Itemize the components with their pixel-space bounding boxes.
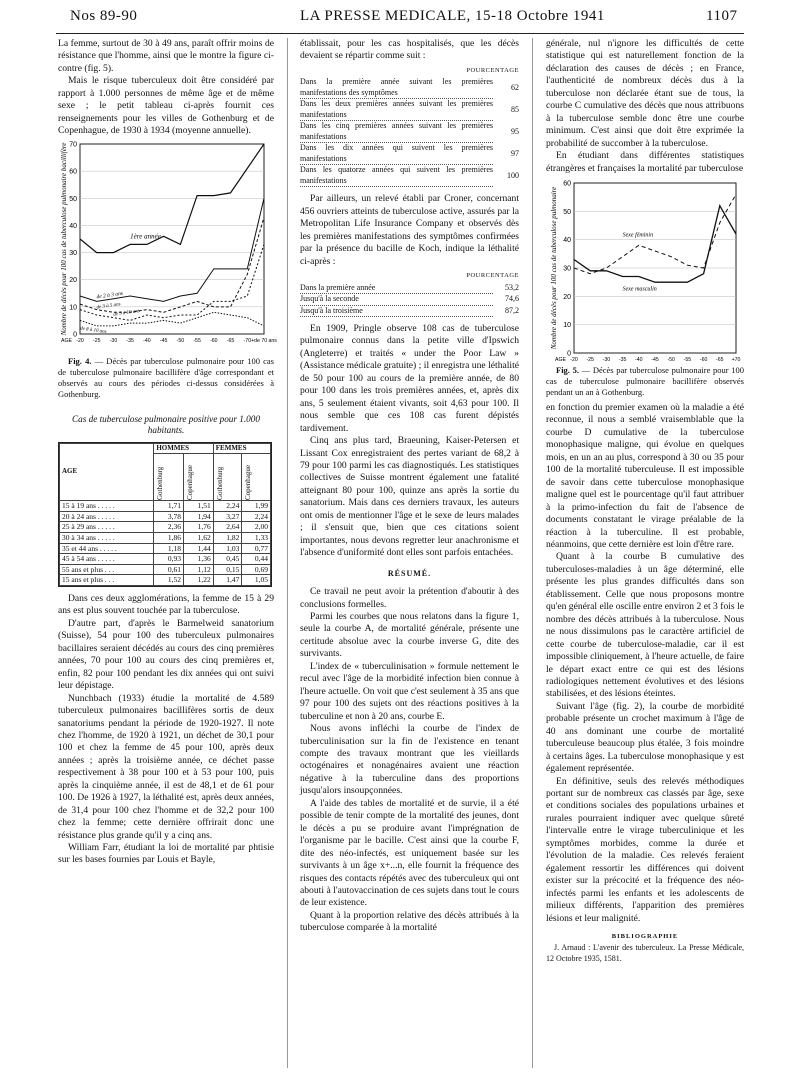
figure-4-caption: Fig. 4. — Décès par tuberculose pulmonaire pour 100 cas de tuberculose pulmonaire bacillifère d'âge correspondant et observés au cours des périodes ci-dessus considérées à Gothenburg.: [58, 355, 274, 399]
table-row: [60, 543, 271, 554]
paragraph: D'autre part, d'après le Barmelweid sanatorium (Suisse), 54 pour 100 des tuberculeux pulmonaires bacillaires seraient décédés au cours des cinq premières années, 70 pour 100 au cours des cinq premières et, enfin, 82 pour 100 pendant les dix années qui ont suivi leur dépistage.: [58, 617, 274, 692]
value-cell: 1,76: [184, 522, 214, 533]
age-cell: 25 à 29 ans . . . . .: [60, 522, 154, 533]
paragraph: Quant à la proportion relative des décès attribués à la tuberculose comparée à la mortalité: [300, 909, 519, 934]
value-cell: 0,15: [213, 564, 242, 575]
table-subheader: Copenhague: [244, 465, 253, 501]
x-tick-label: -70: [243, 337, 252, 344]
table-row: [60, 533, 271, 544]
figure-5-chart: [546, 175, 744, 365]
x-tick-label: -45: [159, 337, 168, 344]
x-tick-label: -20: [76, 337, 84, 344]
y-tick-label: 70: [69, 141, 77, 149]
paragraph: A l'aide des tables de mortalité et de survie, il a été possible de tenir compte de la mortalité des jeunes, dont le décès a pu se produire avant l'imprégnation de l'organisme par le bacille. C'est ainsi que la courbe F, dite des néo-infectés, est uniquement basée sur les survivants à un âge x+...n, elle fournit la fréquence des risques des contacts répétés avec des tuberculeux qui ont abouti à l'autovaccination de ces sujets dans tout le cours de leur existence.: [300, 797, 519, 909]
x-tick-label: -60: [699, 356, 708, 363]
row-label: Jusqu'à la seconde: [300, 294, 493, 306]
value-cell: 1,62: [184, 533, 214, 544]
value-cell: 2,24: [242, 511, 271, 522]
x-tick-label: -35: [126, 337, 134, 344]
row-label: Dans la première année: [300, 283, 493, 294]
value-cell: 0,69: [242, 564, 271, 575]
paragraph: Ce travail ne peut avoir la prétention d'aboutir à des conclusions formelles.: [300, 586, 519, 610]
section-title-resume: RÉSUMÉ.: [387, 568, 432, 578]
table-title: Cas de tuberculose pulmonaire positive pour 1.000 habitants.: [72, 413, 260, 435]
percent-header: POURCENTAGE: [466, 66, 519, 74]
paragraph: Quant à la courbe B cumulative des tuberculoses-maladies à un âge déterminé, elle présente les plus grandes difficultés dans son établissement. Celle que nous proposons montre qu'en général elle oscille entre environ 2 et 3 fois le nombre des décès attribués à la tuberculose. Nous ne nous dissimulons pas le caractère artificiel de cette courbe de tuberculose-maladie, car il est impossible cliniquement, à l'heure actuelle, de faire le départ exact entre ce qui est des lésions radiologiques nettement évolutives et des lésions stabilisées, et des lésions éteintes.: [546, 551, 744, 700]
x-axis-label: AGE: [555, 356, 566, 363]
y-tick-label: 60: [69, 168, 77, 176]
x-tick-label: -50: [176, 337, 185, 344]
row-label: Dans les dix années qui suivent les premières manifestations: [300, 143, 493, 163]
value-cell: 1,22: [184, 575, 214, 586]
issue-number: Nos 89-90: [70, 8, 138, 24]
value-cell: 2,00: [242, 522, 271, 533]
value-cell: 1,18: [154, 543, 184, 554]
column-1: [58, 38, 277, 867]
y-tick-label: 60: [563, 180, 571, 188]
table-row: [60, 564, 271, 575]
value-cell: 0,93: [154, 554, 184, 565]
y-tick-label: 0: [567, 350, 571, 358]
journal-title: LA PRESSE MEDICALE, 15-18 Octobre 1941: [300, 8, 605, 24]
table-row: [300, 99, 519, 121]
paragraph: William Farr, étudiant la loi de mortalité par phtisie sur les bases fournies par Louis et Bayle,: [58, 842, 274, 866]
table-header-hommes: HOMMES: [154, 443, 213, 454]
x-tick-label: -55: [193, 337, 201, 344]
value-cell: 1,12: [184, 564, 214, 575]
table-subheader: Copenhague: [186, 465, 195, 501]
table-header-femmes: FEMMES: [213, 443, 270, 454]
x-tick-label: +de 70 ans: [251, 337, 277, 344]
paragraph: Dans ces deux agglomérations, la femme de 15 à 29 ans est plus souvent touchée par la tuberculose.: [58, 592, 274, 617]
value-cell: 2,64: [213, 522, 242, 533]
series-label: de 2 à 3 ans: [96, 290, 124, 301]
value-cell: 1,94: [184, 511, 214, 522]
figure-4-chart: [58, 138, 277, 356]
series-label: 1ère année: [130, 232, 161, 241]
table-header-age: AGE: [60, 443, 154, 501]
paragraph: établissait, pour les cas hospitalisés, que les décès devaient se répartir comme suit :: [300, 38, 519, 62]
row-label: Dans les deux premières années suivant les premières manifestations: [300, 99, 493, 119]
value-cell: 1,36: [184, 554, 214, 565]
y-tick-label: 20: [563, 293, 571, 301]
series-line: [574, 194, 736, 273]
row-label: Jusqu'à la troisième: [300, 305, 493, 317]
value-cell: 3,78: [154, 511, 184, 522]
x-tick-label: -65: [716, 356, 724, 363]
value-cell: 0,45: [213, 554, 242, 565]
x-tick-label: -50: [667, 356, 675, 363]
series-line: [80, 198, 264, 301]
x-tick-label: -30: [602, 356, 611, 363]
value-cell: 3,27: [213, 511, 242, 522]
paragraph: La femme, surtout de 30 à 49 ans, paraît offrir moins de résistance que l'homme, ainsi que le montre la figure ci-contre (fig. 5).: [58, 38, 274, 74]
age-cell: 20 à 24 ans . . . . .: [60, 511, 154, 522]
table-row: [60, 575, 271, 586]
row-value: 97: [511, 148, 519, 158]
series-label: de 8 à 10 ans: [79, 326, 107, 335]
x-tick-label: -35: [618, 356, 627, 363]
paragraph: en fonction du premier examen où la maladie a été reconnue, il nous a semblé vraisemblable que la courbe D cumulative de la tuberculose monophasique maligne, qui évolue en quelques mois, en un an au plus, correspond à 30 ou 35 pour 100 de la mortalité tuberculeuse. Il est impossible de savoir dans cette tuberculose monophasique maligne quel est le pourcentage qu'il faut attribuer à la primo-infection du fait de l'absence de documents constatant le virage préalable de la réaction à la tuberculine. Il est probable, néanmoins, que cette dernière est loin d'être rare.: [546, 401, 744, 550]
paragraph: Parmi les courbes que nous relatons dans la figure 1, seule la courbe A, de mortalité générale, présente une certitude absolue avec la courbe inverse G, dite des survivants.: [300, 611, 519, 660]
y-tick-label: 50: [69, 195, 77, 203]
age-cell: 55 ans et plus . . .: [60, 564, 154, 575]
cases-table: [58, 442, 272, 587]
row-value: 95: [511, 126, 519, 136]
y-axis-label: Nombre de décès pour 100 cas de tuberculose pulmonaire bacillifère: [60, 142, 68, 336]
value-cell: 1,47: [213, 575, 242, 586]
y-axis-label: Nombre de décès pour 100 cas de tuberculose pulmonaire: [550, 186, 558, 350]
value-cell: 1,05: [242, 575, 271, 586]
y-tick-label: 20: [69, 276, 77, 284]
row-value: 53,2: [505, 282, 519, 292]
x-tick-label: -45: [651, 356, 659, 363]
value-cell: 0,61: [154, 564, 184, 575]
series-label: de 5 à 10 ans: [113, 308, 141, 318]
row-value: 62: [511, 82, 519, 92]
table-row: [300, 77, 519, 99]
y-tick-label: 40: [563, 237, 571, 245]
row-label: Dans les cinq premières années suivant les premières manifestations: [300, 121, 493, 141]
value-cell: 1,82: [213, 533, 242, 544]
table-row: [300, 143, 519, 165]
series-label: Sexe féminin: [622, 232, 654, 239]
y-tick-label: 40: [69, 222, 77, 230]
y-tick-label: 10: [69, 303, 77, 311]
x-tick-label: -55: [683, 356, 692, 363]
value-cell: 1,71: [154, 501, 184, 512]
value-cell: 1,52: [154, 575, 184, 586]
column-divider-1: [287, 38, 288, 1068]
x-tick-label: -40: [635, 356, 643, 363]
paragraph: Suivant l'âge (fig. 2), la courbe de morbidité probable présente un crochet maximum à l'âge de 40 ans dominant une courbe de mortalité tuberculeuse beaucoup plus étalée, 3 fois moindre à certains âges. La tuberculose monophasique y est également représentée.: [546, 700, 744, 775]
bibliography-entry: J. Arnaud : L'avenir des tuberculeux. La Presse Médicale, 12 Octobre 1935, 1581.: [546, 943, 744, 963]
percent-header: POURCENTAGE: [466, 272, 519, 280]
table-row: [60, 511, 271, 522]
x-tick-label: -25: [586, 356, 594, 363]
row-value: 74,6: [505, 294, 519, 304]
series-label: de 3 à 5 ans: [96, 301, 121, 311]
table-row: [60, 522, 271, 533]
y-tick-label: 10: [563, 322, 571, 330]
age-cell: 30 à 34 ans . . . . .: [60, 533, 154, 544]
series-label: Sexe masculin: [622, 286, 657, 293]
row-value: 85: [511, 104, 519, 114]
row-value: 87,2: [505, 305, 519, 315]
paragraph: Nunchbach (1933) étudie la mortalité de 4.589 tuberculeux pulmonaires bacillifères sortis de deux sanatoriums pendant la période de 1920-1927. Il note chez l'homme, de 1920 à 1921, un déchet de 30,1 pour 100 et chez la femme de 45 pour 100, après deux années ; après la troisième année, ce déchet passe respectivement à 38 pour 100 et à 53 pour 100, puis après la cinquième année, il est de 48,1 et de 61 pour 100. De 1926 à 1927, la léthalité est, après deux années, de 31,4 pour 100 chez l'homme et de 32,2 pour 100 chez la femme; cette dernière offrirait donc une résistance plus grande qu'il y a cinq ans.: [58, 692, 274, 841]
value-cell: 2,36: [154, 522, 184, 533]
bibliography-title: BIBLIOGRAPHIE: [611, 933, 679, 941]
value-cell: 0,44: [242, 554, 271, 565]
column-3: [546, 38, 744, 964]
page-header: [0, 8, 800, 30]
table-row: [300, 165, 519, 187]
value-cell: 1,03: [213, 543, 242, 554]
column-divider-2: [532, 38, 533, 1068]
page-number: 1107: [706, 8, 738, 24]
table-subheader: Gothenburg: [215, 466, 224, 501]
table-row: [300, 305, 519, 317]
paragraph: En étudiant dans différentes statistiques étrangères et françaises la mortalité par tuberculose: [546, 150, 744, 174]
value-cell: 1,99: [242, 501, 271, 512]
value-cell: 1,86: [154, 533, 184, 544]
value-cell: 1,51: [184, 501, 214, 512]
series-line: [80, 312, 264, 326]
paragraph: En 1909, Pringle observe 108 cas de tuberculose pulmonaire connus dans la petite ville d'Ipswich (Angleterre) et traités « under the Poor Law » (Assistance médicale gratuite) ; il enregistra une léthalité de 50 pour 100 au cours de la première année, de 80 pour 100 dans les trois premières années, et, après dix ans, 5 seulement étaient vivants, soit 4,63 pour 100. Il nous semble que ces 108 cas furent dépistés tardivement.: [300, 323, 519, 434]
paragraph: Cinq ans plus tard, Braeuning, Kaiser-Petersen et Lissant Cox enregistraient des pertes variant de 68,2 à 79 pour 100 parmi les cas diagnostiqués. Les statistiques collectives de Suisse montrent également une fatalité atteignant 80 pour 100, quinze ans après la sortie du sanatorium. Mais dans ces derniers travaux, les auteurs ont omis de mentionner l'âge et le sexe de leurs malades ; il s'ensuit que, bien que ces citations soient importantes, nous devons regretter leur anachronisme et l'absence d'uniformité dont elles sont parfois entachées.: [300, 435, 519, 559]
y-tick-label: 50: [563, 208, 571, 216]
figure-5-caption: Fig. 5. — Décès par tuberculose pulmonaire pour 100 cas de tuberculose pulmonaire bacillifère observés pendant un an à Gothenburg.: [546, 364, 745, 397]
y-tick-label: 0: [73, 331, 77, 339]
value-cell: 2,24: [213, 501, 242, 512]
value-cell: 1,33: [242, 533, 271, 544]
paragraph: En définitive, seuls des relevés méthodiques portant sur de nombreux cas classés par âge, sexe et conditions sociales des populations urbaines et rurales pourraient indiquer avec quelque sûreté l'intervalle entre le virage tuberculinique et les symptômes morbides, comme la durée et l'évolution de la maladie. Ces relevés feraient également ressortir les différences qui doivent exister sur la précocité et la fréquence des néo-infectés parmi les enfants et les adolescents de milieux différents, l'apparition des premières lésions et leur malignité.: [546, 775, 744, 924]
table-row: [300, 283, 519, 294]
table-row: [300, 294, 519, 306]
x-tick-label: -60: [210, 337, 218, 344]
age-cell: 15 à 19 ans . . . . .: [60, 501, 154, 512]
y-tick-label: 30: [69, 249, 77, 257]
x-tick-label: -25: [92, 337, 101, 344]
table-row: [60, 554, 271, 565]
table-row: [60, 501, 271, 512]
table-row: [300, 121, 519, 143]
column-2: [300, 38, 519, 935]
age-cell: 35 et 44 ans . . . . .: [60, 543, 154, 554]
row-value: 100: [507, 170, 519, 180]
row-label: Dans la première année suivant les premières manifestations des symptômes: [300, 77, 493, 97]
paragraph: générale, nul n'ignore les difficultés de cette statistique qui est naturellement fonction de la déclaration des causes de décès ; en France, l'authenticité de nombreux décès dus à la tuberculose non déclarée étant sue de tous, la courbe C cumulative des décès que nous attribuons à la tuberculose semble donc être une courbe minimum. C'est ainsi que doit être exprimée la probabilité de succomber à la tuberculose.: [546, 38, 744, 149]
table-subheader: Gothenburg: [156, 466, 165, 501]
farr-table: [300, 77, 519, 187]
paragraph: Nous avons infléchi la courbe de l'index de tuberculinisation sur la fin de l'existence en tenant compte des travaux montrant que les vieillards octogénaires et nonagénaires avaient une réaction négative à la tuberculine dans des proportions jusqu'alors insoupçonnées.: [300, 723, 519, 797]
value-cell: 1,44: [184, 543, 214, 554]
x-tick-label: -30: [109, 337, 118, 344]
x-tick-label: -40: [143, 337, 151, 344]
x-tick-label: -20: [570, 356, 578, 363]
row-label: Dans les quatorze années qui suivent les premières manifestations: [300, 165, 493, 185]
header-rule: [56, 33, 744, 34]
paragraph: Mais le risque tuberculeux doit être considéré par rapport à 1.000 personnes de même âge et de même sexe ; le petit tableau ci-après fournit ces renseignements pour les villes de Gothenburg et de Copenhague, de 1930 à 1934 (moyenne annuelle).: [58, 75, 274, 137]
age-cell: 45 à 54 ans . . . . .: [60, 554, 154, 565]
x-tick-label: +70: [731, 356, 741, 363]
croner-table: [300, 283, 519, 318]
age-cell: 15 ans et plus . . .: [60, 575, 154, 586]
y-tick-label: 30: [563, 265, 571, 273]
value-cell: 0,77: [242, 543, 271, 554]
paragraph: Par ailleurs, un relevé établi par Croner, concernant 456 ouvriers atteints de tuberculose active, assurés par la Metropolitan Life Insurance Company et observés dès les premières manifestations des symptômes confirmées par la présence du bacille de Koch, indique la léthalité ci-après :: [300, 193, 519, 267]
x-tick-label: -65: [226, 337, 235, 344]
x-axis-label: AGE: [61, 337, 72, 344]
paragraph: L'index de « tuberculinisation » formule nettement le recul avec l'âge de la morbidité infection bien connue à l'heure actuelle. On voit que c'est seulement à 35 ans que 97 pour 100 des sujets ont des réactions positives à la tuberculine et non à 20 ans, courbe E.: [300, 660, 519, 722]
